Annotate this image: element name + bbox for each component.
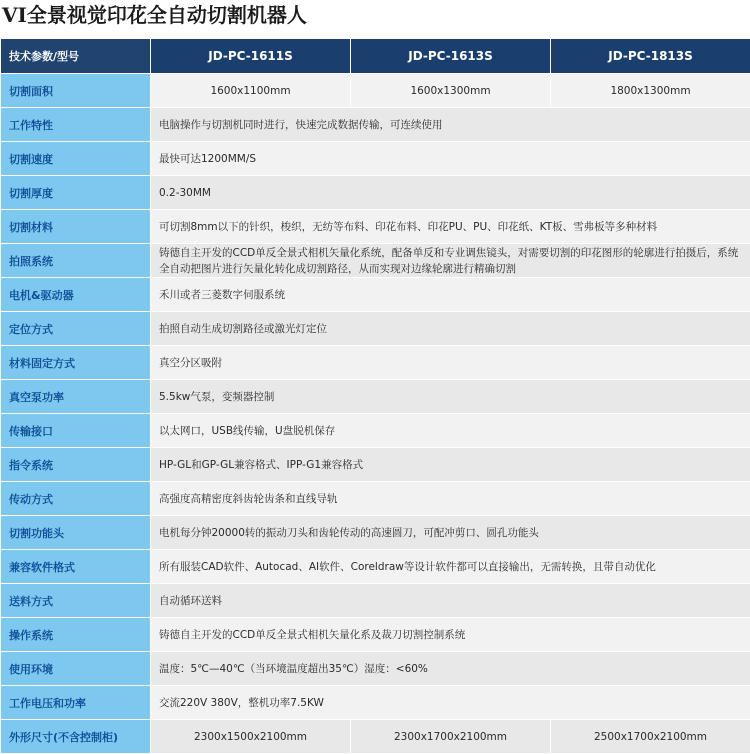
table-row <box>1 550 750 584</box>
page-title: VI全景视觉印花全自动切割机器人 <box>0 0 750 38</box>
cell-value: 可切割8mm以下的针织，梭织，无纺等布料、印花布料、印花PU、PU、印花纸、KT板、雪弗板等多种材料 <box>151 210 750 244</box>
cell-value: HP-GL和GP-GL兼容格式、IPP-G1兼容格式 <box>151 448 750 482</box>
table-row <box>1 108 750 142</box>
table-row <box>1 380 750 414</box>
model-header: JD-PC-1611S <box>151 39 351 74</box>
table-row <box>1 584 750 618</box>
model-header: JD-PC-1613S <box>351 39 551 74</box>
cell-value: 温度：5℃—40℃（当环境温度超出35℃）湿度：<60% <box>151 652 750 686</box>
cell-value: 2300x1700x2100mm <box>351 720 551 754</box>
cell-value: 1600x1300mm <box>351 74 551 108</box>
row-label: 切割速度 <box>1 142 151 176</box>
cell-value: 1800x1300mm <box>551 74 750 108</box>
cell-value: 1600x1100mm <box>151 74 351 108</box>
param-header: 技术参数/型号 <box>1 39 151 74</box>
cell-value: 自动循环送料 <box>151 584 750 618</box>
row-label: 定位方式 <box>1 312 151 346</box>
table-row <box>1 686 750 720</box>
spec-table <box>0 38 750 754</box>
row-label: 操作系统 <box>1 618 151 652</box>
row-label: 切割材料 <box>1 210 151 244</box>
cell-value: 电机每分钟20000转的振动刀头和齿轮传动的高速圆刀，可配冲剪口、圆孔功能头 <box>151 516 750 550</box>
row-label: 拍照系统 <box>1 244 151 278</box>
table-row <box>1 176 750 210</box>
table-row <box>1 74 750 108</box>
row-label: 传输接口 <box>1 414 151 448</box>
cell-value: 5.5kw气泵，变频器控制 <box>151 380 750 414</box>
table-row <box>1 720 750 754</box>
row-label: 使用环境 <box>1 652 151 686</box>
row-label: 送料方式 <box>1 584 151 618</box>
cell-value: 2300x1500x2100mm <box>151 720 351 754</box>
row-label: 切割面积 <box>1 74 151 108</box>
table-row <box>1 618 750 652</box>
row-label: 真空泵功率 <box>1 380 151 414</box>
table-row <box>1 346 750 380</box>
cell-value: 所有服装CAD软件、Autocad、AI软件、Coreldraw等设计软件都可以直接输出，无需转换，且带自动优化 <box>151 550 750 584</box>
table-row <box>1 210 750 244</box>
cell-value: 0.2-30MM <box>151 176 750 210</box>
cell-value: 真空分区吸附 <box>151 346 750 380</box>
cell-value: 拍照自动生成切割路径或激光灯定位 <box>151 312 750 346</box>
row-label: 工作特性 <box>1 108 151 142</box>
row-label: 指令系统 <box>1 448 151 482</box>
row-label: 切割厚度 <box>1 176 151 210</box>
table-row <box>1 142 750 176</box>
row-label: 传动方式 <box>1 482 151 516</box>
table-row <box>1 482 750 516</box>
table-row <box>1 244 750 278</box>
cell-value: 以太网口，USB线传输，U盘脱机保存 <box>151 414 750 448</box>
table-header-row <box>1 39 750 74</box>
table-row <box>1 278 750 312</box>
table-row <box>1 414 750 448</box>
table-row <box>1 312 750 346</box>
cell-value: 铸德自主开发的CCD单反全景式相机矢量化系及裁刀切割控制系统 <box>151 618 750 652</box>
cell-value: 交流220V 380V，整机功率7.5KW <box>151 686 750 720</box>
row-label: 工作电压和功率 <box>1 686 151 720</box>
table-row <box>1 516 750 550</box>
table-row <box>1 448 750 482</box>
row-label: 材料固定方式 <box>1 346 151 380</box>
row-label: 外形尺寸(不含控制柜) <box>1 720 151 754</box>
model-header: JD-PC-1813S <box>551 39 750 74</box>
table-row <box>1 652 750 686</box>
cell-value: 禾川或者三菱数字伺服系统 <box>151 278 750 312</box>
cell-value: 2500x1700x2100mm <box>551 720 750 754</box>
cell-value: 最快可达1200MM/S <box>151 142 750 176</box>
row-label: 电机&驱动器 <box>1 278 151 312</box>
row-label: 切割功能头 <box>1 516 151 550</box>
cell-value: 高强度高精密度斜齿轮齿条和直线导轨 <box>151 482 750 516</box>
row-label: 兼容软件格式 <box>1 550 151 584</box>
cell-value: 铸德自主开发的CCD单反全景式相机矢量化系统，配备单反和专业调焦镜头，对需要切割的印花图形的轮廓进行拍摄后，系统全自动把图片进行矢量化转化成切割路径，从而实现对边缘轮廓进行精确切割 <box>151 244 750 278</box>
cell-value: 电脑操作与切割机同时进行，快速完成数据传输，可连续使用 <box>151 108 750 142</box>
